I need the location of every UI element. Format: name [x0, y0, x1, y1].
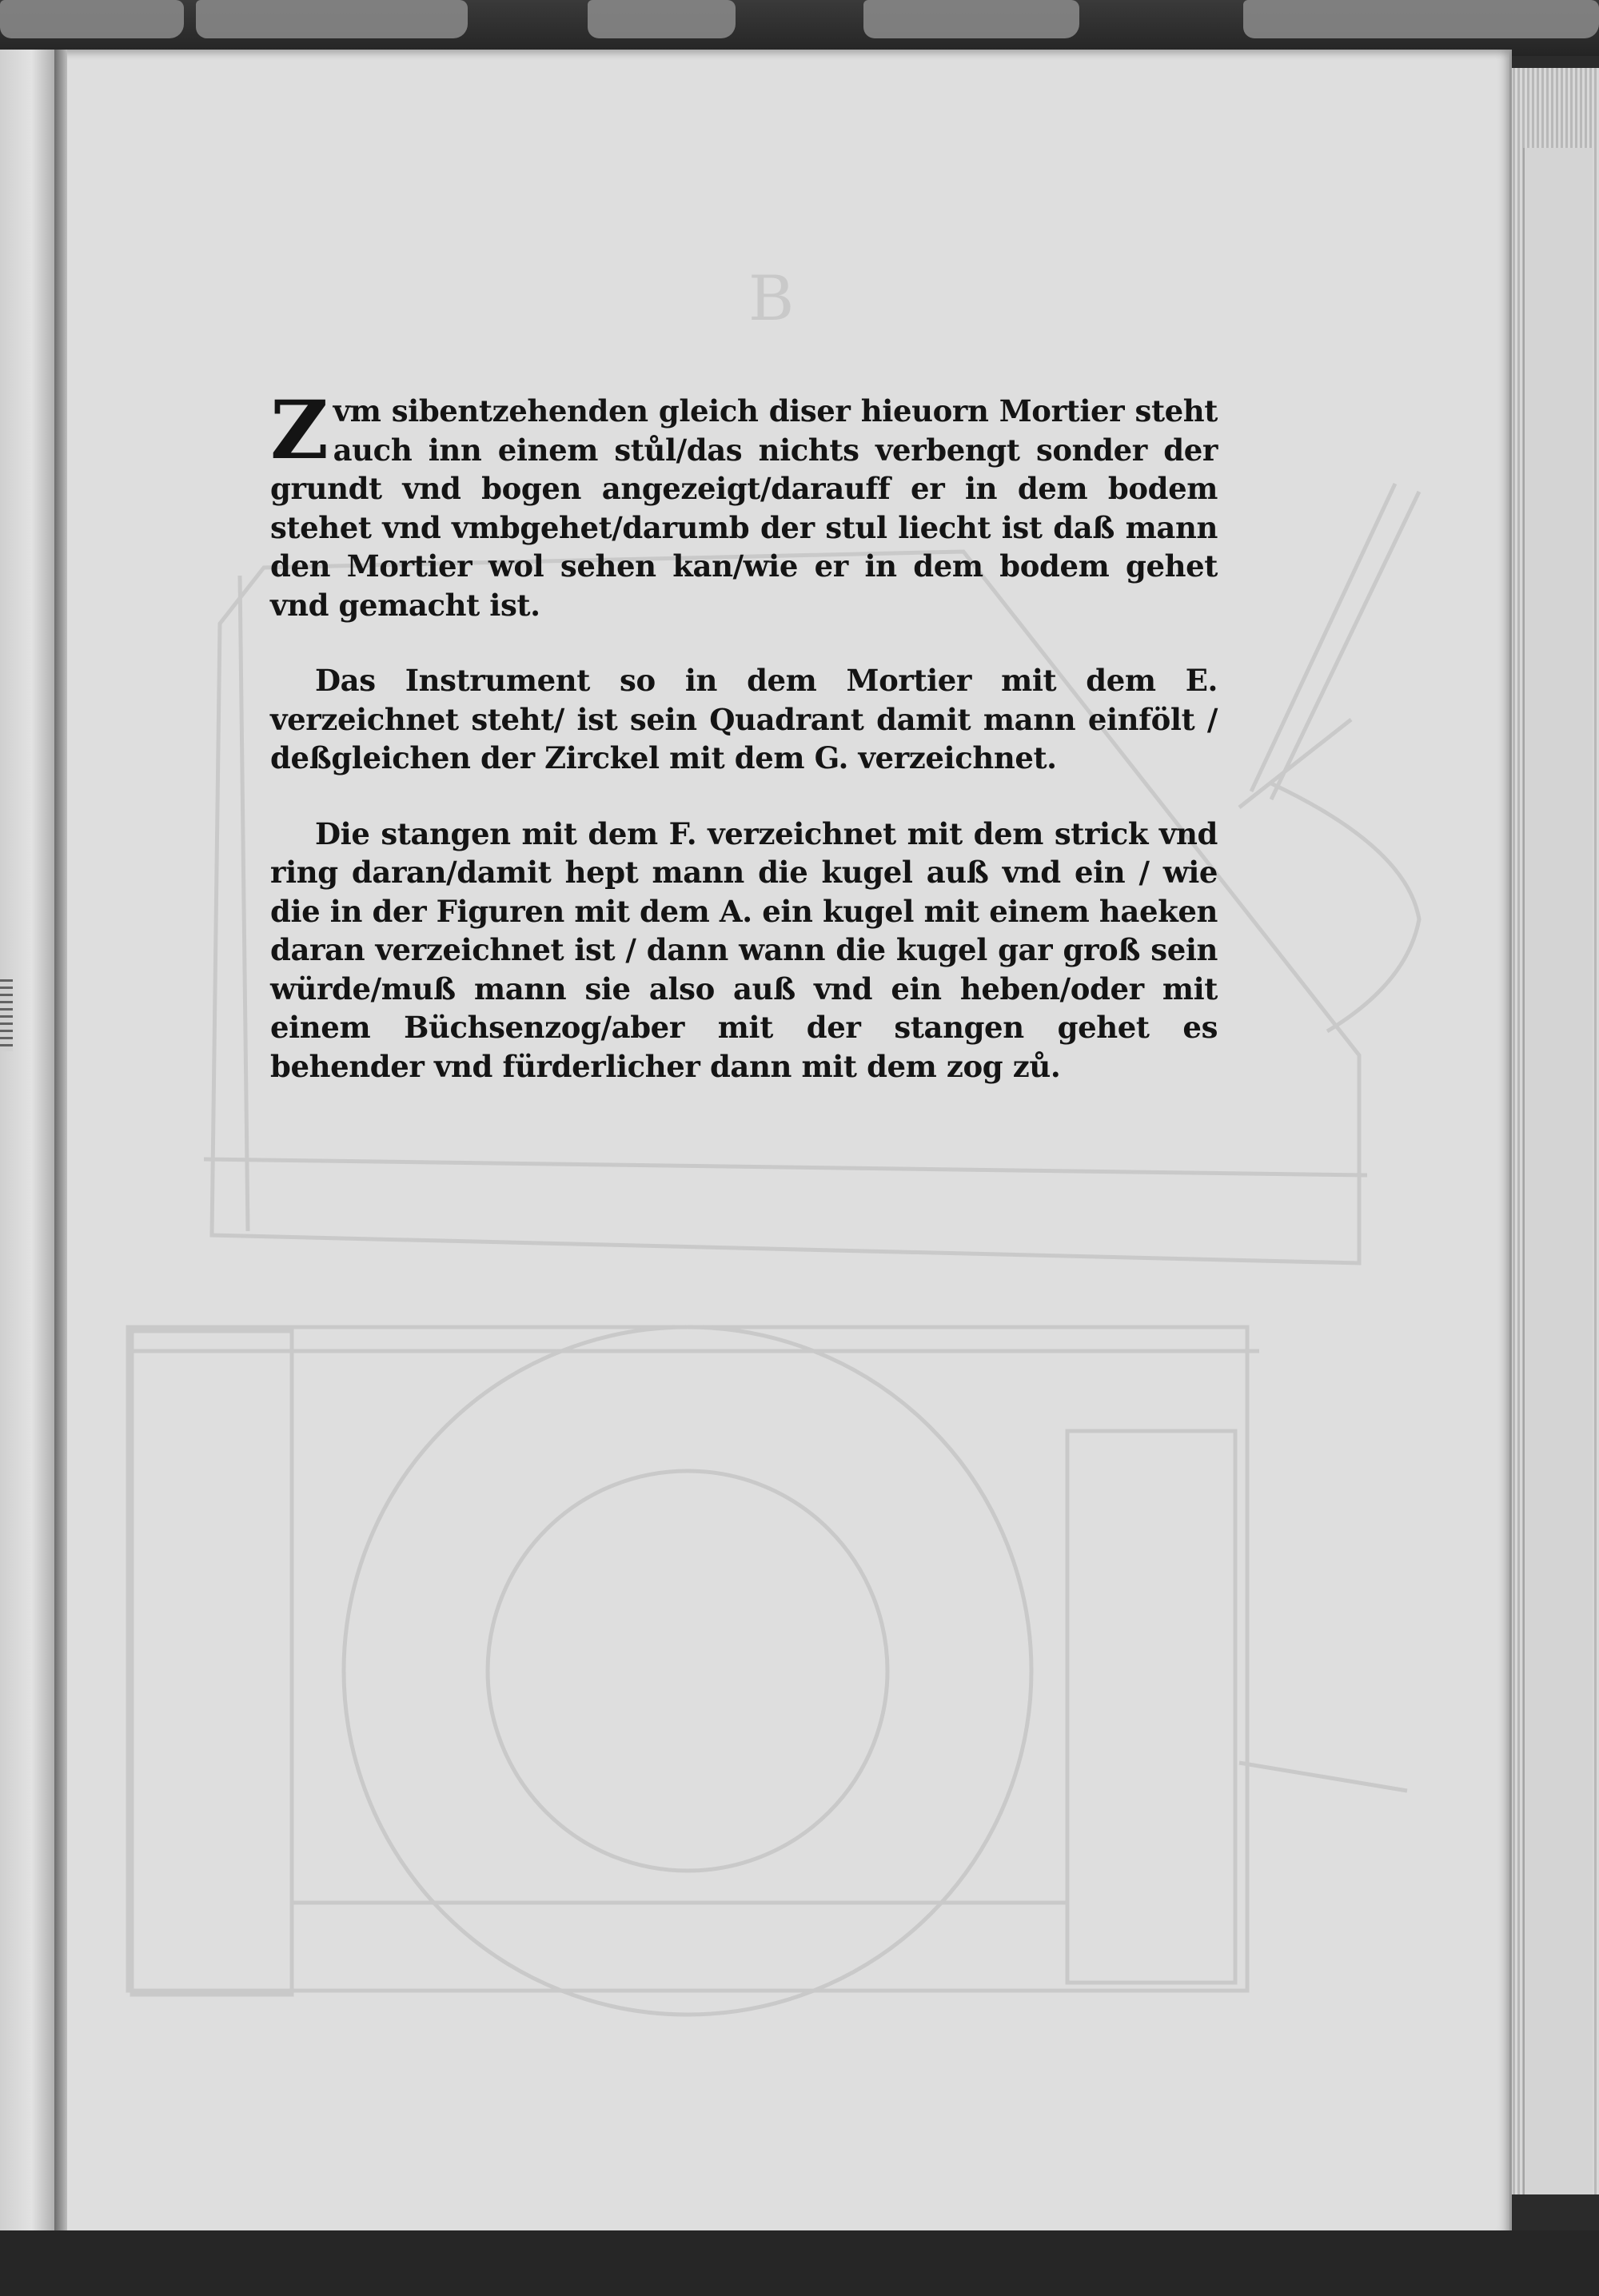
paragraph-2: Das Instrument so in dem Mortier mit dem E. verzeichnet steht/ ist sein Quadrant damit mann einfölt / deßgleichen der Zirckel mit dem G. verzeichnet.: [270, 663, 1218, 775]
paragraph-1: [270, 383, 1218, 624]
gutter-shadow: [54, 50, 67, 2236]
bottom-shadow: [0, 2230, 1599, 2296]
torn-edge: [588, 0, 736, 38]
book-page: [61, 50, 1512, 2236]
facing-page-text-fragment: [0, 979, 13, 1051]
drop-cap: Z: [270, 383, 329, 477]
text-block: [270, 383, 1218, 1086]
facing-page-edge: [0, 50, 58, 2236]
torn-edge: [0, 0, 184, 38]
signature-mark: B: [748, 263, 795, 335]
torn-edge: [863, 0, 1079, 38]
next-page-edge: [1523, 148, 1593, 2194]
paragraph-1-text: vm sibentzehenden gleich diser hieuorn Mortier steht auch inn einem stůl/das nichts verbengt sonder der grundt vnd bogen angezeigt/darauff er in dem bodem stehet vnd vmbgehet/darumb der stul liecht ist daß mann den Mortier wol sehen kan/wie er in dem bodem gehet vnd gemacht ist.: [270, 393, 1218, 623]
torn-edge: [196, 0, 468, 38]
torn-edge: [1243, 0, 1599, 38]
paragraph-3: Die stangen mit dem F. verzeichnet mit dem strick vnd ring daran/damit hept mann die kugel auß vnd ein / wie die in der Figuren mit dem A. ein kugel mit einem haeken daran verzeichnet ist / dann wann die kugel gar groß sein würde/muß mann sie also auß vnd ein heben/oder mit einem Büchsenzog/aber mit der stangen gehet es behender vnd fürderlicher dann mit dem zog zů.: [270, 815, 1218, 1084]
